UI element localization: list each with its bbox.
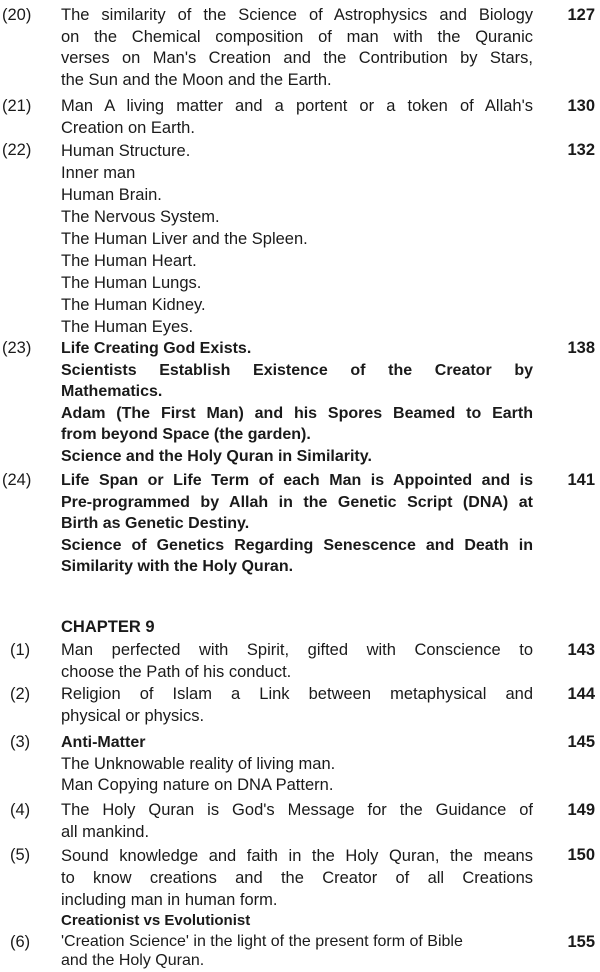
entry-text [61,640,533,683]
entry-line: Science of Genetics Regarding Senescence and Death in [61,536,533,554]
entry-line: Inner man [61,164,136,182]
entry-text [61,684,533,727]
entry-line: Science and the Holy Quran in Similarity. [61,447,372,465]
entry-text [61,96,533,139]
entry-line: Similarity with the Holy Quran. [61,558,294,575]
toc-entry-20 [0,5,600,91]
entry-number: (2) [10,685,31,703]
toc-entry-ch9-5 [0,845,600,931]
toc-entry-ch9-4 [0,800,600,843]
entry-line: Pre-programmed by Allah in the Genetic Script (DNA) at [61,493,533,511]
entry-number: (20) [2,6,32,24]
entry-line: Man Copying nature on DNA Pattern. [61,776,334,794]
entry-line: Birth as Genetic Destiny. [61,515,250,532]
entry-line: Religion of Islam a Link between metaphysical and [61,685,533,703]
page-number: 143 [567,641,595,659]
entry-line: The Unknowable reality of living man. [61,754,336,773]
entry-number: (4) [10,801,31,819]
page-number: 144 [567,685,595,703]
toc-entry-22 [0,140,600,338]
entry-number: (21) [2,97,32,115]
page-number: 145 [567,733,595,751]
entry-text [61,5,533,91]
entry-line: The Human Lungs. [61,274,202,292]
page-number: 132 [567,141,595,159]
entry-line: Human Structure. [61,142,191,160]
entry-line: The Nervous System. [61,208,220,226]
entry-number: (23) [2,339,32,357]
entry-text [61,732,533,797]
entry-line: to know creations and the Creator of all Creations [61,869,533,887]
chapter-heading: CHAPTER 9 [61,618,155,636]
entry-number: (24) [2,471,32,489]
entry-number: (22) [2,141,32,159]
entry-line: Life Creating God Exists. [61,340,252,357]
entry-text [61,338,533,467]
page-number: 130 [567,97,595,115]
entry-line: Life Span or Life Term of each Man is Appointed and is [61,472,533,489]
entry-line: from beyond Space (the garden). [61,426,311,443]
entry-line: Man A living matter and a portent or a token of Allah's [61,97,533,115]
entry-line: Creation on Earth. [61,118,195,137]
toc-entry-ch9-6 [0,932,600,970]
entry-line: on the Chemical composition of man with the Quranic [61,27,533,46]
toc-entry-ch9-1 [0,640,600,683]
entry-text [61,932,533,970]
page-number: 149 [567,801,595,819]
entry-line: all mankind. [61,822,150,841]
entry-number: (3) [10,733,31,751]
entry-line: The Human Liver and the Spleen. [61,230,308,248]
entry-line: Man perfected with Spirit, gifted with Conscience to [61,641,533,659]
entry-line: and the Holy Quran. [61,952,205,969]
page-number: 150 [567,846,595,864]
entry-line: including man in human form. [61,891,278,909]
entry-number: (6) [10,933,31,951]
toc-entry-21 [0,96,600,139]
entry-text [61,845,533,931]
entry-text [61,140,533,338]
toc-entry-23 [0,338,600,467]
entry-number: (5) [10,846,31,864]
toc-entry-ch9-2 [0,684,600,727]
entry-line: Mathematics. [61,383,163,400]
entry-line: Anti-Matter [61,734,146,751]
entry-number: (1) [10,641,31,659]
page-number: 138 [567,339,595,357]
entry-line: physical or physics. [61,706,205,725]
entry-line: The Human Eyes. [61,318,194,336]
entry-line: Adam (The First Man) and his Spores Beamed to Earth [61,404,533,422]
entry-line: verses on Man's Creation and the Contribution by Stars, [61,49,533,67]
page-number: 155 [567,933,595,951]
entry-text [61,470,533,578]
entry-line: the Sun and the Moon and the Earth. [61,70,332,89]
entry-line: Creationist vs Evolutionist [61,912,251,929]
entry-text [61,800,533,843]
entry-line: choose the Path of his conduct. [61,662,292,681]
entry-line: The Human Heart. [61,252,197,270]
toc-entry-ch9-3 [0,732,600,797]
entry-line: The similarity of the Science of Astrophysics and Biology [61,6,533,24]
entry-line: Sound knowledge and faith in the Holy Quran, the means [61,847,533,865]
page-number: 127 [567,6,595,24]
toc-entry-24 [0,470,600,578]
entry-line: Scientists Establish Existence of the Creator by [61,361,533,379]
entry-line: The Human Kidney. [61,296,206,314]
entry-line: The Holy Quran is God's Message for the Guidance of [61,801,533,819]
page-number: 141 [567,471,595,489]
entry-line: 'Creation Science' in the light of the present form of Bible [61,933,463,950]
entry-line: Human Brain. [61,186,162,204]
